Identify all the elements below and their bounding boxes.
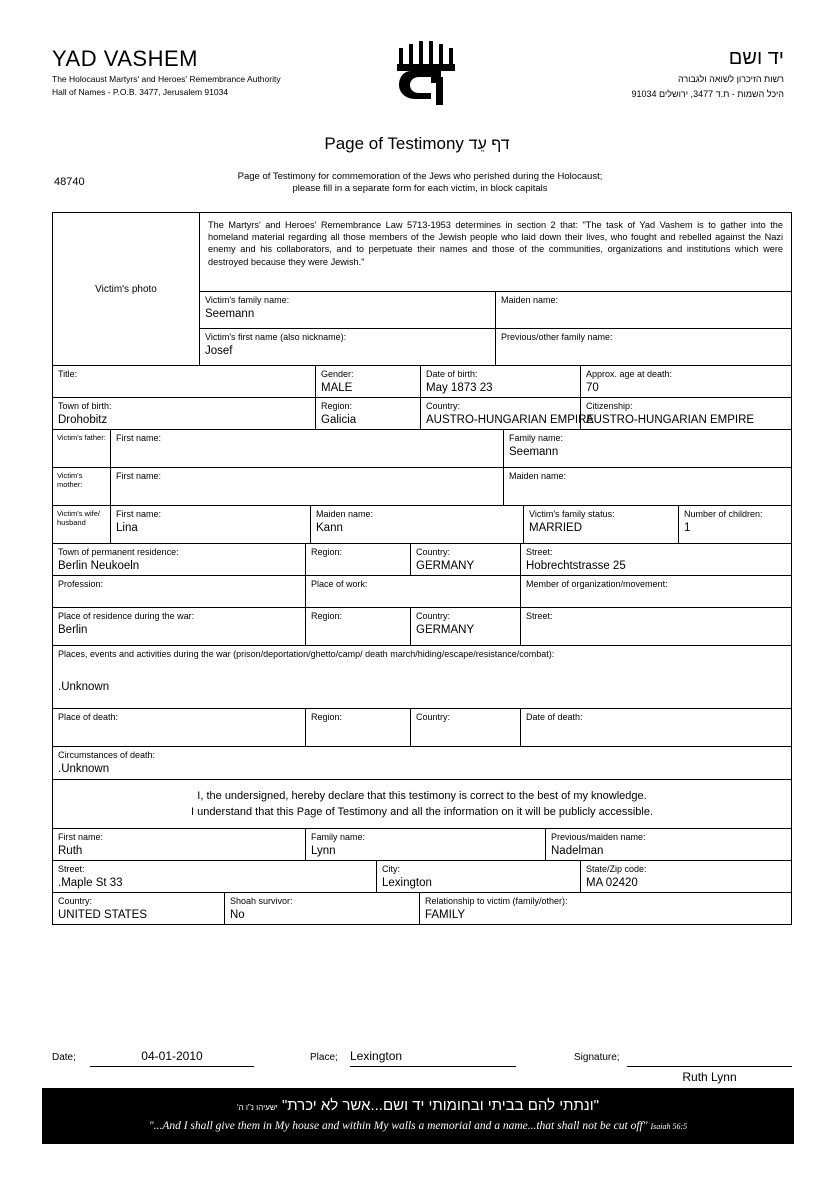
war-residence-country-field[interactable] (411, 608, 521, 645)
brand-right (524, 46, 784, 100)
war-residence-row (53, 608, 791, 646)
submitter-country-value: UNITED STATES (58, 909, 148, 921)
victim-family-name-value: Seemann (205, 308, 255, 320)
mother-first-name-field[interactable] (111, 468, 504, 505)
spouse-maiden-name-label: Maiden name: (316, 509, 374, 519)
organization-membership-field[interactable] (521, 576, 791, 607)
victim-title-field[interactable] (53, 366, 316, 397)
instruction-line-1: Page of Testimony for commemoration of the Jews who perished during the Holocaust; (237, 171, 603, 182)
spouse-maiden-name-field[interactable] (311, 506, 524, 543)
victim-first-name-field[interactable] (200, 329, 496, 365)
profession-field[interactable] (53, 576, 306, 607)
victim-gender-field[interactable] (316, 366, 421, 397)
victim-birth-region-value: Galicia (321, 414, 357, 426)
victim-mother-row (53, 468, 791, 506)
victim-identity-row (53, 366, 791, 398)
victim-mother-category-label: Victim's mother: (53, 468, 111, 505)
org-subtitle-hebrew-1: רשות הזיכרון לשואה ולגבורה (677, 74, 784, 84)
victim-family-name-field[interactable] (200, 292, 496, 328)
war-residence-region-label: Region: (311, 611, 343, 621)
permanent-country-value: GERMANY (416, 560, 475, 572)
law-and-names-block (53, 213, 791, 366)
submitter-street-field[interactable] (53, 861, 377, 892)
victim-dob-field[interactable] (421, 366, 581, 397)
document-footer (42, 1088, 794, 1144)
spouse-maiden-name-value: Kann (316, 522, 343, 534)
date-of-death-field[interactable] (521, 709, 791, 746)
victim-family-name-label: Victim's family name: (205, 295, 290, 305)
victim-gender-label: Gender: (321, 369, 354, 379)
death-region-label: Region: (311, 712, 343, 722)
victim-dob-label: Date of birth: (426, 369, 478, 379)
permanent-town-field[interactable] (53, 544, 306, 575)
victim-family-status-field[interactable] (524, 506, 679, 543)
remembrance-law-text: The Martyrs' and Heroes' Remembrance Law 5713-1953 determines in section 2 that: "The task of Yad Vashem is to gather into the homeland material regarding all those members of the Jewish people who laid down their lives, who fought and rebelled against the Nazi enemy and his collaborators, and to perpetuate their names and those of the communities, organizations and institutions which were destroyed because they were Jewish." (208, 220, 783, 267)
war-residence-street-field[interactable] (521, 608, 791, 645)
victim-dob-value: May 1873 23 (426, 382, 493, 394)
spouse-first-name-label: First name: (116, 509, 162, 519)
org-subtitle-2: Hall of Names - P.O.B. 3477, Jerusalem 91034 (52, 87, 229, 97)
permanent-country-label: Country: (416, 547, 451, 557)
victim-father-row (53, 430, 791, 468)
death-country-field[interactable] (411, 709, 521, 746)
father-family-name-label: Family name: (509, 433, 564, 443)
submitter-city-field[interactable] (377, 861, 581, 892)
submitter-previous-name-field[interactable] (546, 829, 791, 860)
victim-family-status-label: Victim's family status: (529, 509, 615, 519)
relationship-to-victim-value: FAMILY (425, 909, 466, 921)
submitter-family-name-label: Family name: (311, 832, 366, 842)
permanent-country-field[interactable] (411, 544, 521, 575)
circumstances-row (53, 747, 791, 780)
mother-first-name-label: First name: (116, 471, 162, 481)
victim-title-label: Title: (58, 369, 78, 379)
relationship-to-victim-label: Relationship to victim (family/other): (425, 896, 568, 906)
place-value: Lexington (350, 1049, 403, 1063)
spouse-first-name-field[interactable] (111, 506, 311, 543)
victim-age-at-death-field[interactable] (581, 366, 791, 397)
submitter-family-name-value: Lynn (311, 845, 336, 857)
war-events-label: Places, events and activities during the war (prison/deportation/ghetto/camp/ death march/hiding/escape/resistance/combat): (58, 649, 555, 659)
war-residence-place-value: Berlin (58, 624, 88, 636)
permanent-town-value: Berlin Neukoeln (58, 560, 140, 572)
spouse-first-name-value: Lina (116, 522, 138, 534)
war-events-value: .Unknown (58, 681, 110, 693)
number-of-children-value: 1 (684, 522, 691, 534)
permanent-street-label: Street: (526, 547, 553, 557)
submitter-state-zip-label: State/Zip code: (586, 864, 647, 874)
permanent-residence-row (53, 544, 791, 576)
number-of-children-label: Number of children: (684, 509, 763, 519)
org-subtitle-hebrew-2: היכל השמות - ת.ד 3477, ירושלים 91034 (631, 89, 784, 99)
declaration-block (53, 780, 791, 828)
victim-father-category-label: Victim's father: (53, 430, 111, 467)
footer-hebrew-quote (42, 1088, 794, 1118)
declaration-row (53, 780, 791, 829)
number-of-children-field[interactable] (679, 506, 791, 543)
footer-english-quote (42, 1118, 794, 1135)
footer-hebrew-source: ישעיהו נ"ו ה' (237, 1103, 278, 1112)
organization-membership-label: Member of organization/movement: (526, 579, 668, 589)
date-value: 04-01-2010 (141, 1049, 203, 1063)
menorah-icon (382, 40, 472, 111)
place-of-work-field[interactable] (306, 576, 521, 607)
page-title-he: דף עֵד (468, 136, 510, 153)
submitter-family-name-field[interactable] (306, 829, 546, 860)
page-title (0, 134, 834, 154)
brand-left (52, 46, 352, 98)
circumstances-of-death-label: Circumstances of death: (58, 750, 156, 760)
victim-citizenship-label: Citizenship: (586, 401, 633, 411)
place-label: Place; (310, 1052, 338, 1063)
victim-birth-row (53, 398, 791, 430)
permanent-region-label: Region: (311, 547, 343, 557)
law-and-names-right (200, 213, 791, 365)
submitter-first-name-value: Ruth (58, 845, 83, 857)
war-residence-place-field[interactable] (53, 608, 306, 645)
submitter-name-row (53, 829, 791, 861)
submitter-extra-row (53, 893, 791, 925)
profession-label: Profession: (58, 579, 104, 589)
permanent-street-field[interactable] (521, 544, 791, 575)
submitter-country-field[interactable] (53, 893, 225, 924)
death-details-row (53, 709, 791, 747)
submitter-city-value: Lexington (382, 877, 432, 889)
war-residence-country-label: Country: (416, 611, 451, 621)
signature-value: Ruth Lynn (682, 1070, 737, 1084)
mother-maiden-name-label: Maiden name: (509, 471, 567, 481)
place-of-work-label: Place of work: (311, 579, 368, 589)
submitter-state-zip-value: MA 02420 (586, 877, 638, 889)
victim-citizenship-value: AUSTRO-HUNGARIAN EMPIRE (586, 414, 755, 426)
shoah-survivor-label: Shoah survivor: (230, 896, 293, 906)
submitter-street-value: .Maple St 33 (58, 877, 123, 889)
victim-age-at-death-label: Approx. age at death: (586, 369, 673, 379)
father-family-name-field[interactable] (504, 430, 791, 467)
death-region-field[interactable] (306, 709, 411, 746)
submitter-country-label: Country: (58, 896, 93, 906)
circumstances-of-death-value: .Unknown (58, 763, 110, 775)
signature-label: Signature; (574, 1052, 620, 1063)
relationship-to-victim-field[interactable] (420, 893, 791, 924)
footer-english-text: "...And I shall give them in My house and within My walls a memorial and a name...that shall not be cut off" (148, 1120, 648, 1132)
war-residence-country-value: GERMANY (416, 624, 475, 636)
permanent-town-label: Town of permanent residence: (58, 547, 179, 557)
org-name: YAD VASHEM (52, 46, 198, 71)
victim-previous-family-name-field[interactable] (496, 329, 791, 365)
victim-birth-region-label: Region: (321, 401, 353, 411)
victim-family-status-value: MARRIED (529, 522, 583, 534)
submitter-street-label: Street: (58, 864, 85, 874)
place-of-death-field[interactable] (53, 709, 306, 746)
death-country-label: Country: (416, 712, 451, 722)
circumstances-of-death-field[interactable] (53, 747, 791, 779)
footer-english-source: Isaiah 56:5 (650, 1122, 688, 1131)
victim-birth-country-field[interactable] (421, 398, 595, 429)
submitter-city-label: City: (382, 864, 400, 874)
victim-maiden-name-label: Maiden name: (501, 295, 559, 305)
war-residence-place-label: Place of residence during the war: (58, 611, 195, 621)
war-residence-region-field[interactable] (306, 608, 411, 645)
place-of-death-label: Place of death: (58, 712, 119, 722)
testimony-form (52, 212, 792, 925)
signature-input-line[interactable] (627, 1052, 792, 1067)
document-header (52, 46, 784, 112)
victim-birth-country-value: AUSTRO-HUNGARIAN EMPIRE (426, 414, 595, 426)
declaration-line-1: I, the undersigned, hereby declare that this testimony is correct to the best of my knowledge. (197, 790, 647, 802)
war-events-row (53, 646, 791, 709)
org-subtitle-1: The Holocaust Martyrs' and Heroes' Remembrance Authority (52, 74, 281, 84)
victim-birth-region-field[interactable] (316, 398, 421, 429)
instruction-line-2: please fill in a separate form for each victim, in block capitals (292, 183, 548, 194)
date-label: Date; (52, 1052, 76, 1063)
signature-area (52, 1040, 792, 1088)
victim-previous-family-name-label: Previous/other family name: (501, 332, 613, 342)
victim-gender-value: MALE (321, 382, 353, 394)
page-title-en: Page of Testimony (324, 134, 464, 153)
submitter-address-row (53, 861, 791, 893)
submitter-previous-name-label: Previous/maiden name: (551, 832, 646, 842)
declaration-line-2: I understand that this Page of Testimony and all the information on it will be publicly accessible. (190, 806, 654, 818)
father-family-name-value: Seemann (509, 446, 559, 458)
footer-hebrew-text: "ונתתי להם בביתי ובחומותי יד ושם...אשר לא יכרת" (281, 1097, 599, 1114)
submitter-first-name-field[interactable] (53, 829, 306, 860)
victim-town-of-birth-field[interactable] (53, 398, 316, 429)
profession-row (53, 576, 791, 608)
submitter-first-name-label: First name: (58, 832, 104, 842)
submitter-state-zip-field[interactable] (581, 861, 791, 892)
victim-age-at-death-value: 70 (586, 382, 599, 394)
victim-first-name-value: Josef (205, 345, 233, 357)
permanent-region-field[interactable] (306, 544, 411, 575)
org-name-hebrew: יד ושם (728, 47, 784, 69)
father-first-name-field[interactable] (111, 430, 504, 467)
permanent-street-value: Hobrechtstrasse 25 (526, 560, 626, 572)
victim-maiden-name-field[interactable] (496, 292, 791, 328)
victim-citizenship-field[interactable] (581, 398, 791, 429)
instructions (180, 171, 660, 195)
war-events-field[interactable] (53, 646, 791, 708)
mother-maiden-name-field[interactable] (504, 468, 791, 505)
date-of-death-label: Date of death: (526, 712, 583, 722)
form-number: 48740 (54, 176, 85, 188)
victim-photo-placeholder: Victim's photo (53, 213, 200, 365)
victim-first-name-label: Victim's first name (also nickname): (205, 332, 347, 342)
shoah-survivor-value: No (230, 909, 245, 921)
father-first-name-label: First name: (116, 433, 162, 443)
shoah-survivor-field[interactable] (225, 893, 420, 924)
victim-birth-country-label: Country: (426, 401, 461, 411)
war-residence-street-label: Street: (526, 611, 553, 621)
victim-spouse-row (53, 506, 791, 544)
victim-town-of-birth-value: Drohobitz (58, 414, 108, 426)
victim-spouse-category-label: Victim's wife/ husband (53, 506, 111, 543)
submitter-previous-name-value: Nadelman (551, 845, 604, 857)
victim-town-of-birth-label: Town of birth: (58, 401, 112, 411)
